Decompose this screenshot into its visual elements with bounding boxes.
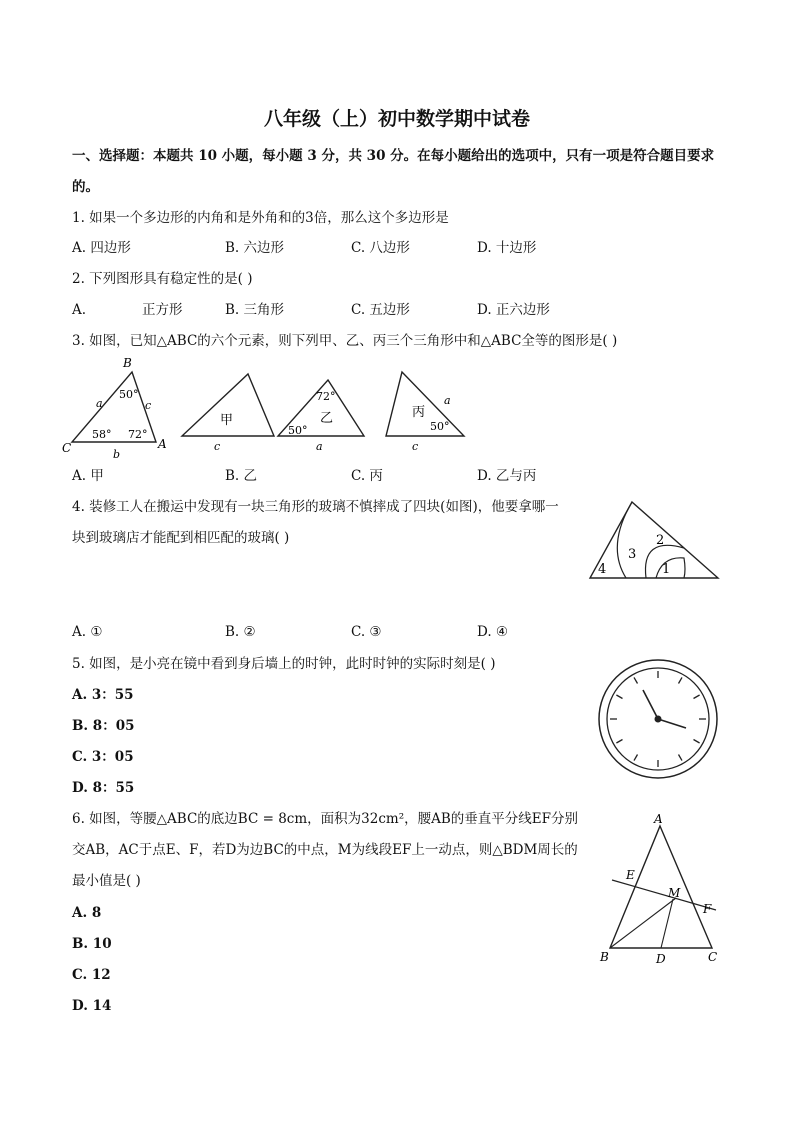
q3-bing-c: c	[412, 440, 419, 453]
q3-label-yi: 乙	[320, 411, 334, 426]
section-instructions-line2: 的。	[72, 179, 99, 195]
q5-option-c: C. 3：05	[72, 749, 134, 765]
q3-yi-angle-50: 50°	[288, 424, 308, 437]
q2-option-a-text: 正方形	[142, 302, 183, 318]
q4-piece-1: 1	[662, 562, 671, 577]
q3-label-bing: 丙	[412, 405, 426, 420]
q3-bing-a: a	[444, 394, 451, 407]
q4-piece-3: 3	[628, 547, 637, 562]
q5-option-d: D. 8：55	[72, 780, 135, 796]
q6-label-F: F	[703, 902, 712, 916]
q3-angle-58: 58°	[92, 428, 112, 441]
q1-stem: 1. 如果一个多边形的内角和是外角和的3倍，那么这个多边形是	[72, 210, 449, 226]
q3-option-c: C. 丙	[351, 468, 383, 484]
q4-option-c: C. ③	[351, 624, 382, 640]
q6-label-E: E	[626, 868, 635, 882]
q1-option-a: A. 四边形	[72, 240, 131, 256]
section-instructions-line1: 一、选择题：本题共 10 小题，每小题 3 分，共 30 分。在每小题给出的选项中，只有一项是符合题目要求	[72, 148, 715, 164]
q2-option-a: A.	[72, 302, 87, 318]
q6-label-A: A	[654, 812, 663, 826]
page-title: 八年级（上）初中数学期中试卷	[263, 108, 530, 130]
q2-option-b: B. 三角形	[225, 302, 285, 318]
q3-label-A: A	[158, 437, 167, 451]
q1-option-c: C. 八边形	[351, 240, 410, 256]
q1-option-b: B. 六边形	[225, 240, 285, 256]
q2-option-d: D. 正六边形	[477, 302, 550, 318]
q4-option-d: D. ④	[477, 624, 509, 640]
q3-figure	[60, 352, 480, 462]
q3-label-B: B	[123, 356, 132, 370]
q3-label-a: a	[96, 397, 103, 410]
q3-jia-c: c	[214, 440, 221, 453]
q6-label-M: M	[668, 886, 681, 900]
q3-label-c: c	[145, 399, 152, 412]
q6-option-b: B. 10	[72, 936, 112, 952]
q4-stem-line1: 4. 装修工人在搬运中发现有一块三角形的玻璃不慎摔成了四块(如图)，他要拿哪一	[72, 499, 559, 515]
q3-option-b: B. 乙	[225, 468, 258, 484]
q3-label-C: C	[62, 441, 72, 455]
q3-label-jia: 甲	[220, 413, 234, 428]
q5-mirror-clock-figure	[596, 657, 720, 781]
q3-option-a: A. 甲	[72, 468, 104, 484]
q3-yi-angle-72: 72°	[316, 390, 336, 403]
q4-piece-2: 2	[656, 533, 665, 548]
q3-angle-50: 50°	[119, 388, 139, 401]
q4-glass-figure	[586, 496, 724, 582]
q3-stem: 3. 如图，已知△ABC的六个元素，则下列甲、乙、丙三个三角形中和△ABC全等的图形是( )	[72, 333, 618, 349]
triangle-bing	[386, 372, 464, 436]
q3-option-d: D. 乙与丙	[477, 468, 537, 484]
q3-angle-72: 72°	[128, 428, 148, 441]
q5-option-b: B. 8：05	[72, 718, 135, 734]
q5-stem: 5. 如图，是小亮在镜中看到身后墙上的时钟，此时时钟的实际时刻是( )	[72, 656, 496, 672]
q4-stem-line2: 块到玻璃店才能配到相匹配的玻璃( )	[72, 530, 290, 546]
q6-option-c: C. 12	[72, 967, 111, 983]
q1-option-d: D. 十边形	[477, 240, 537, 256]
q4-option-b: B. ②	[225, 624, 256, 640]
q3-bing-angle-50: 50°	[430, 420, 450, 433]
q6-label-B: B	[600, 950, 609, 964]
q6-option-a: A. 8	[72, 905, 102, 921]
q6-triangle-figure	[596, 808, 732, 966]
q2-option-c: C. 五边形	[351, 302, 410, 318]
q6-label-D: D	[656, 952, 666, 966]
q2-stem: 2. 下列图形具有稳定性的是( )	[72, 271, 253, 287]
q6-stem-line2: 交AB，AC于点E、F，若D为边BC的中点，M为线段EF上一动点，则△BDM周长的	[72, 842, 578, 858]
q6-option-d: D. 14	[72, 998, 112, 1014]
q5-option-a: A. 3：55	[72, 687, 134, 703]
q4-piece-4: 4	[598, 562, 607, 577]
q3-label-b: b	[113, 448, 121, 461]
q6-stem-line1: 6. 如图，等腰△ABC的底边BC = 8cm，面积为32cm²，腰AB的垂直平分线EF分别	[72, 811, 578, 827]
q3-yi-a: a	[316, 440, 323, 453]
q6-label-C: C	[708, 950, 718, 964]
q6-stem-line3: 最小值是( )	[72, 873, 141, 889]
q4-option-a: A. ①	[72, 624, 103, 640]
